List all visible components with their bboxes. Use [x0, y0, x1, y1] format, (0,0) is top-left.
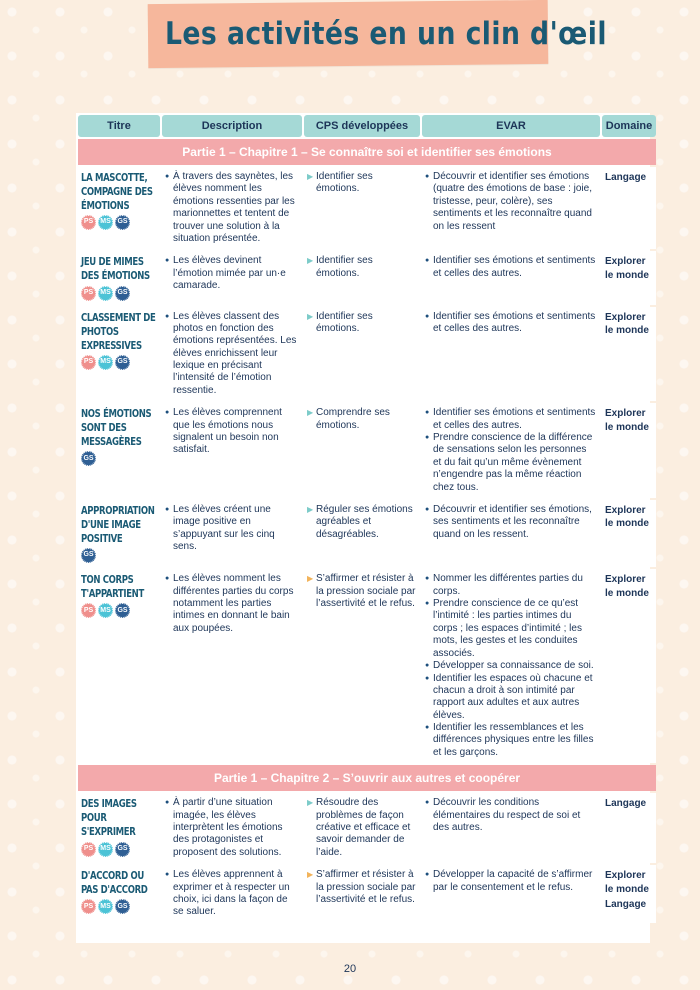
evar-item [425, 573, 597, 598]
page-title: Les activités en un clin d'œil [165, 16, 607, 52]
bullet-icon: ● [165, 575, 170, 583]
level-badges [81, 451, 96, 466]
activity-title: D'ACCORD OU PAS D'ACCORD [81, 869, 148, 897]
bullet-icon: ● [425, 257, 430, 265]
header-description: Description [162, 115, 302, 137]
bullet-icon: ● [165, 312, 170, 320]
cps-item [307, 504, 417, 541]
domain-text: Langage [605, 172, 647, 183]
activity-title-cell [78, 307, 160, 402]
evar-cell [422, 865, 600, 923]
evar-item [425, 673, 597, 723]
domain-cell [602, 793, 656, 863]
level-badge-gs: GS [115, 215, 130, 230]
description-cell [162, 307, 302, 402]
description-item [165, 573, 299, 635]
description-text: Les élèves créent une image positive en s’appuyant sur les cinq sens. [173, 503, 275, 553]
cps-item [307, 573, 417, 610]
description-cell [162, 167, 302, 249]
cps-item [307, 407, 417, 432]
activity-title: LA MASCOTTE, COMPAGNE DES ÉMOTIONS [81, 171, 153, 213]
bullet-icon: ● [165, 257, 170, 265]
description-text: À travers des saynètes, les élèves nomment les émotions ressenties par les marionnettes et tentent de trouver une solution à la situation présentée. [173, 171, 295, 244]
level-badge-ms: MS [98, 842, 113, 857]
level-badge-ps: PS [81, 842, 96, 857]
bullet-icon: ● [425, 724, 430, 732]
description-item [165, 407, 299, 457]
chapter-heading: Partie 1 – Chapitre 1 – Se connaître soi et identifier ses émotions [78, 139, 656, 165]
level-badge-ms: MS [98, 899, 113, 914]
description-cell [162, 500, 302, 567]
chapter-heading: Partie 1 – Chapitre 2 – S’ouvrir aux autres et coopérer [78, 765, 656, 791]
cps-item [307, 311, 417, 336]
cps-text: S’affirmer et résister à la pression sociale par l’assertivité et le refus. [316, 573, 416, 609]
level-badges [81, 548, 96, 563]
page-number: 20 [343, 963, 357, 975]
evar-text: Nommer les différentes parties du corps. [433, 573, 583, 597]
triangle-icon: ▶ [307, 870, 314, 880]
evar-text: Découvrir et identifier ses émotions (quatre des émotions de base : joie, tristesse, peur, colère), ses sentiments et les reconnaître quand on les ressent [433, 171, 592, 232]
description-text: À partir d’une situation imagée, les élèves interprètent les émotions des protagonistes et proposent des solutions. [173, 797, 283, 858]
evar-text: Identifier ses émotions et sentiments et celles des autres. [433, 407, 596, 431]
domain-cell [602, 307, 656, 402]
bullet-icon: ● [425, 434, 430, 442]
level-badge-ms: MS [98, 603, 113, 618]
evar-item [425, 660, 597, 673]
evar-text: Identifier les espaces où chacune et chacun a droit à son intimité par rapport aux adultes et aux autres élèves. [433, 672, 593, 721]
triangle-icon: ▶ [307, 574, 314, 584]
evar-cell [422, 569, 600, 763]
triangle-icon: ▶ [307, 504, 314, 514]
level-badge-ms: MS [98, 215, 113, 230]
triangle-icon: ▶ [307, 256, 314, 266]
activity-title-cell [78, 793, 160, 863]
level-badge-ms: MS [98, 355, 113, 370]
evar-text: Identifier les ressemblances et les différences physiques entre les filles et les garçons. [433, 722, 594, 758]
evar-text: Développer sa connaissance de soi. [433, 659, 594, 671]
cps-text: Identifier ses émotions. [316, 171, 373, 195]
triangle-icon: ▶ [307, 311, 314, 321]
domain-text: Explorer le monde [605, 574, 649, 599]
description-text: Les élèves comprennent que les émotions nous signalent un besoin non satisfait. [173, 407, 282, 456]
bullet-icon: ● [165, 799, 170, 807]
domain-cell [602, 251, 656, 304]
evar-cell [422, 500, 600, 567]
activity-title-cell [78, 251, 160, 304]
description-text: Les élèves nomment les différentes parties du corps notamment les parties intimes en donnant le bain aux poupées. [173, 573, 294, 634]
triangle-icon: ▶ [307, 798, 314, 808]
cps-text: Résoudre des problèmes de façon créative et efficace et savoir demander de l’aide. [316, 797, 411, 858]
cps-cell [304, 569, 420, 763]
bullet-icon: ● [165, 409, 170, 417]
bullet-icon: ● [165, 173, 170, 180]
evar-cell [422, 793, 600, 863]
cps-cell [304, 403, 420, 498]
activity-title: DES IMAGES POUR S'EXPRIMER [81, 797, 137, 839]
cps-item [307, 255, 417, 280]
level-badge-ps: PS [81, 899, 96, 914]
description-item [165, 255, 299, 292]
description-text: Les élèves devinent l’émotion mimée par un·e camarade. [173, 255, 286, 292]
bullet-icon: ● [425, 312, 430, 320]
header-title: Titre [78, 115, 160, 137]
level-badge-gs: GS [115, 899, 130, 914]
description-item [165, 869, 299, 919]
description-cell [162, 569, 302, 763]
level-badges [81, 286, 130, 301]
bullet-icon: ● [165, 505, 170, 513]
activities-table [78, 115, 653, 923]
bullet-icon: ● [425, 575, 430, 583]
triangle-icon: ▶ [307, 172, 314, 181]
evar-cell [422, 307, 600, 402]
evar-text: Identifier ses émotions et sentiments et celles des autres. [433, 310, 596, 334]
evar-item [425, 171, 597, 233]
activity-title-cell [78, 167, 160, 249]
cps-text: Identifier ses émotions. [316, 255, 373, 279]
cps-cell [304, 167, 420, 249]
activity-title: JEU DE MIMES DES ÉMOTIONS [81, 255, 150, 283]
evar-cell [422, 403, 600, 498]
description-cell [162, 251, 302, 304]
evar-item [425, 407, 597, 432]
bullet-icon: ● [425, 871, 430, 879]
cps-item [307, 797, 417, 859]
domain-text: Explorer le monde [605, 408, 649, 433]
evar-text: Prendre conscience de ce qu’est l’intimité : les parties intimes du corps ; les espaces d’intimité ; les mots, les gestes et les conduites associés. [433, 597, 582, 659]
cps-text: Identifier ses émotions. [316, 310, 373, 334]
bullet-icon: ● [425, 674, 430, 682]
triangle-icon: ▶ [307, 408, 314, 418]
level-badge-gs: GS [115, 842, 130, 857]
level-badge-gs: GS [115, 603, 130, 618]
level-badges [81, 603, 130, 618]
bullet-icon: ● [425, 599, 430, 607]
domain-cell [602, 569, 656, 763]
level-badges [81, 899, 130, 914]
cps-cell [304, 307, 420, 402]
activity-title: CLASSEMENT DE PHOTOS EXPRESSIVES [81, 310, 156, 352]
activity-title-cell [78, 865, 160, 923]
evar-item [425, 869, 597, 894]
level-badge-gs: GS [115, 286, 130, 301]
description-cell [162, 865, 302, 923]
evar-cell [422, 251, 600, 304]
level-badge-ps: PS [81, 603, 96, 618]
bullet-icon: ● [165, 871, 170, 879]
level-badge-gs: GS [115, 355, 130, 370]
domain-text: Langage [605, 798, 647, 810]
description-item [165, 311, 299, 398]
cps-cell [304, 251, 420, 304]
domain-cell [602, 403, 656, 498]
domain-text: Langage [605, 899, 647, 911]
level-badge-ps: PS [81, 286, 96, 301]
level-badge-ps: PS [81, 215, 96, 230]
domain-text: Explorer le monde [605, 311, 649, 336]
header-cps: CPS développées [304, 115, 420, 137]
level-badge-gs: GS [81, 548, 96, 563]
cps-cell [304, 865, 420, 923]
description-item [165, 504, 299, 554]
level-badges [81, 355, 130, 370]
description-text: Les élèves classent des photos en fonction des émotions représentées. Les élèves enrichissent leur lexique en précisant l’intensité de l’émotion ressentie. [173, 310, 297, 396]
domain-text: Explorer le monde [605, 504, 649, 530]
activity-title: APPROPRIATION D'UNE IMAGE POSITIVE [81, 503, 155, 546]
description-item [165, 171, 299, 245]
cps-item [307, 171, 417, 196]
cps-cell [304, 500, 420, 567]
bullet-icon: ● [425, 799, 430, 807]
description-item [165, 797, 299, 859]
activity-title-cell [78, 500, 160, 567]
bullet-icon: ● [425, 661, 430, 669]
evar-item [425, 432, 597, 494]
level-badges [81, 842, 130, 857]
activity-title: NOS ÉMOTIONS SONT DES MESSAGÈRES [81, 407, 152, 449]
domain-cell [602, 865, 656, 923]
evar-cell [422, 167, 600, 249]
evar-item [425, 797, 597, 834]
domain-cell [602, 167, 656, 249]
evar-item [425, 255, 597, 280]
header-evar: EVAR [422, 115, 600, 137]
cps-cell [304, 793, 420, 863]
bullet-icon: ● [425, 173, 430, 180]
evar-text: Découvrir et identifier ses émotions, ses sentiments et les reconnaître quand on les ressent. [433, 503, 592, 540]
cps-item [307, 869, 417, 906]
bullet-icon: ● [425, 505, 430, 513]
description-cell [162, 403, 302, 498]
bullet-icon: ● [425, 409, 430, 417]
evar-text: Découvrir les conditions élémentaires du respect de soi et des autres. [433, 797, 581, 834]
evar-text: Développer la capacité de s’affirmer par le consentement et le refus. [433, 869, 593, 893]
cps-text: Comprendre ses émotions. [316, 407, 390, 431]
evar-item [425, 598, 597, 660]
header-domain: Domaine [602, 115, 656, 137]
cps-text: Réguler ses émotions agréables et désagréables. [316, 503, 413, 540]
level-badge-gs: GS [81, 451, 96, 466]
evar-item [425, 722, 597, 759]
evar-item [425, 311, 597, 336]
evar-item [425, 504, 597, 541]
level-badge-ms: MS [98, 286, 113, 301]
cps-text: S’affirmer et résister à la pression sociale par l’assertivité et le refus. [316, 869, 416, 905]
description-text: Les élèves apprennent à exprimer et à respecter un choix, ici dans la façon de se saluer. [173, 869, 290, 918]
domain-text: Explorer le monde [605, 256, 649, 281]
domain-text: Explorer le monde [605, 870, 649, 895]
activity-title-cell [78, 403, 160, 498]
description-cell [162, 793, 302, 863]
evar-text: Prendre conscience de la différence de sensations selon les personnes et du fait qu’un même évènement n’engendre pas la même réaction chez tous. [433, 432, 593, 493]
activity-title: TON CORPS T'APPARTIENT [81, 573, 144, 601]
activity-title-cell [78, 569, 160, 763]
level-badge-ps: PS [81, 355, 96, 370]
domain-cell [602, 500, 656, 567]
evar-text: Identifier ses émotions et sentiments et celles des autres. [433, 255, 596, 279]
level-badges [81, 215, 130, 230]
